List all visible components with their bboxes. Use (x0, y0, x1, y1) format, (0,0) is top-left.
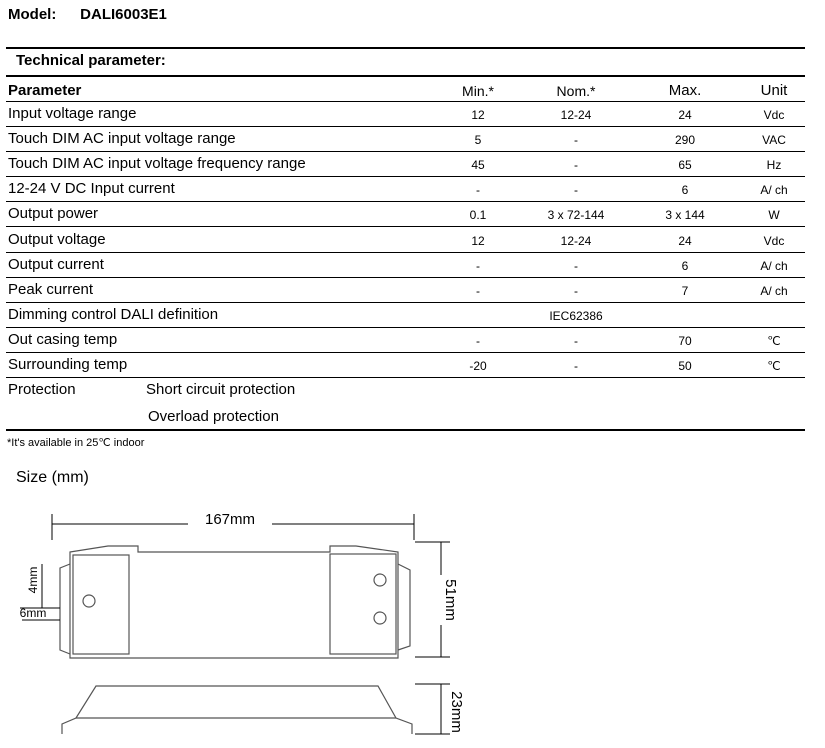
max-cell: 65 (678, 158, 692, 173)
nom-cell: - (574, 158, 578, 173)
parameter-cell: Output voltage (8, 230, 106, 248)
parameter-cell: Peak current (8, 280, 94, 298)
min-cell: - (476, 333, 480, 348)
model-value: DALI6003E1 (80, 6, 167, 23)
size-title: Size (mm) (16, 469, 89, 486)
min-cell: 12 (471, 233, 485, 248)
parameter-cell: Output power (8, 205, 99, 223)
footnote: *It's available in 25℃ indoor (7, 437, 145, 449)
unit-cell: VAC (762, 133, 786, 148)
min-cell: 12 (471, 108, 485, 122)
min-cell: 5 (474, 133, 482, 148)
dim-hole-dia-label: 6mm (19, 606, 47, 620)
max-cell: 24 (678, 108, 692, 122)
max-cell: 70 (678, 333, 692, 348)
min-cell: 45 (471, 158, 485, 173)
parameter-cell: Touch DIM AC input voltage range (8, 130, 236, 148)
section-title: Technical parameter: (16, 52, 166, 69)
min-cell: - (476, 283, 480, 298)
min-cell: - (476, 183, 480, 198)
max-cell: 3 x 144 (665, 208, 705, 223)
dim-hole-offset-label: 4mm (26, 566, 40, 594)
unit-cell: Hz (766, 158, 782, 173)
nom-cell: 12-24 (560, 108, 592, 122)
max-cell: 6 (681, 183, 689, 198)
dim-width-label: 51mm (442, 579, 459, 621)
header-nom: Nom.* (556, 83, 596, 99)
min-cell: -20 (469, 359, 487, 373)
header-max: Max. (668, 82, 702, 99)
nom-cell: - (574, 333, 578, 348)
nom-cell: 12-24 (560, 233, 592, 248)
header-unit: Unit (760, 82, 788, 99)
header-parameter: Parameter (8, 82, 82, 99)
nom-cell: - (574, 133, 578, 148)
parameter-cell: Output current (8, 255, 104, 273)
parameter-cell: Surrounding temp (8, 356, 128, 373)
parameter-cell: Touch DIM AC input voltage frequency range (8, 155, 306, 173)
parameter-cell: Dimming control DALI definition (8, 305, 219, 323)
side-view-outline (62, 686, 412, 734)
nom-cell: - (574, 359, 578, 373)
unit-cell: ℃ (767, 359, 781, 373)
max-cell: 6 (681, 258, 689, 273)
parameter-cell: Input voltage range (8, 105, 137, 122)
unit-cell: Vdc (763, 233, 785, 248)
parameter-cell: 12-24 V DC Input current (8, 180, 175, 198)
max-cell: 290 (674, 133, 696, 148)
unit-cell: Vdc (763, 108, 785, 122)
unit-cell: ℃ (767, 333, 781, 348)
nom-cell: - (574, 258, 578, 273)
unit-cell: A/ ch (760, 258, 788, 273)
min-cell: - (476, 258, 480, 273)
header-min: Min.* (462, 83, 494, 99)
max-cell: 24 (678, 233, 692, 248)
protection-item-overload: Overload protection (148, 408, 279, 425)
model-label: Model: (8, 6, 57, 23)
nom-cell: 3 x 72-144 (547, 208, 605, 223)
unit-cell: A/ ch (760, 183, 788, 198)
nom-cell: - (574, 283, 578, 298)
dim-height-label: 23mm (448, 691, 465, 733)
unit-cell: W (768, 208, 780, 223)
protection-label: Protection (8, 381, 76, 398)
min-cell: 0.1 (469, 208, 487, 223)
parameter-cell: Out casing temp (8, 330, 118, 348)
dim-length-label: 167mm (204, 511, 256, 528)
unit-cell: A/ ch (760, 283, 788, 298)
top-view-outline (60, 546, 410, 658)
nom-cell: IEC62386 (549, 308, 603, 323)
protection-item-short-circuit: Short circuit protection (146, 381, 296, 398)
max-cell: 7 (681, 283, 689, 298)
max-cell: 50 (678, 359, 692, 373)
nom-cell: - (574, 183, 578, 198)
